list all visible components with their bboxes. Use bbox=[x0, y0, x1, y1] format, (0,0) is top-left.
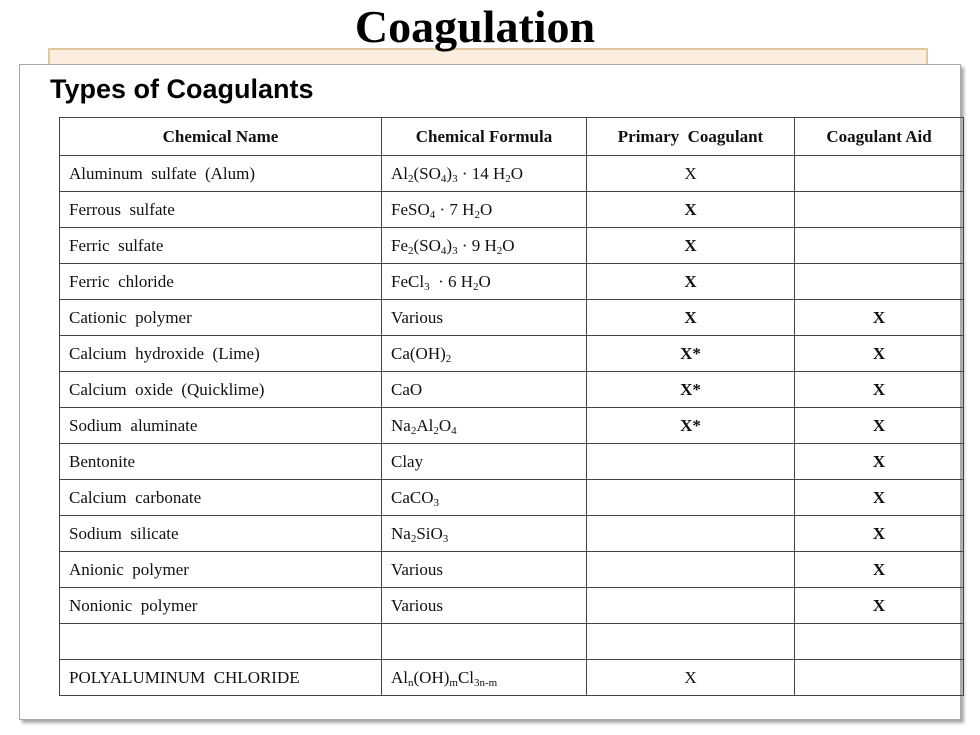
chemical-formula-cell: CaCO$_3$ bbox=[382, 480, 587, 516]
primary-coagulant-cell bbox=[587, 588, 795, 624]
table-row bbox=[60, 552, 964, 588]
coagulants-table bbox=[59, 117, 964, 696]
coagulant-aid-cell bbox=[795, 228, 964, 264]
chemical-formula-cell: FeSO$_4$ · 7 $H_2O$ bbox=[382, 192, 587, 228]
primary-coagulant-cell: X bbox=[587, 300, 795, 336]
primary-coagulant-cell: X bbox=[587, 156, 795, 192]
chemical-formula-cell: $Na_2Al_2O_4$ bbox=[382, 408, 587, 444]
header-chemical-formula: Chemical Formula bbox=[382, 118, 587, 156]
primary-coagulant-cell bbox=[587, 444, 795, 480]
page-title: Coagulation bbox=[354, 1, 596, 52]
primary-coagulant-cell: X bbox=[587, 264, 795, 300]
chemical-formula-cell: Various bbox=[382, 588, 587, 624]
chemical-formula-cell: $Al_2(SO_4)_3 \cdot 14$ $H_2O$ bbox=[382, 156, 587, 192]
coagulant-aid-cell bbox=[795, 264, 964, 300]
coagulant-aid-cell: X bbox=[795, 552, 964, 588]
chemical-name-cell: Calcium oxide (Quicklime) bbox=[60, 372, 382, 408]
primary-coagulant-cell: X* bbox=[587, 372, 795, 408]
chemical-formula-cell: $Al_n(OH)_mCl_{3n-m}$ bbox=[382, 660, 587, 696]
chemical-name-cell: Bentonite bbox=[60, 444, 382, 480]
chemical-name-cell: Ferric sulfate bbox=[60, 228, 382, 264]
table-row bbox=[60, 264, 964, 300]
coagulant-aid-cell: X bbox=[795, 336, 964, 372]
table-body bbox=[60, 156, 964, 696]
chemical-formula-cell: CaO bbox=[382, 372, 587, 408]
table-row bbox=[60, 480, 964, 516]
chemical-name-cell: Cationic polymer bbox=[60, 300, 382, 336]
table-row bbox=[60, 588, 964, 624]
chemical-formula-cell: $Ca(OH)_2$ bbox=[382, 336, 587, 372]
primary-coagulant-cell: X bbox=[587, 228, 795, 264]
chemical-name-cell: POLYALUMINUM CHLORIDE bbox=[60, 660, 382, 696]
table-row bbox=[60, 228, 964, 264]
coagulant-aid-cell bbox=[795, 192, 964, 228]
coagulant-aid-cell: X bbox=[795, 372, 964, 408]
chemical-name-cell: Calcium carbonate bbox=[60, 480, 382, 516]
chemical-name-cell: Ferrous sulfate bbox=[60, 192, 382, 228]
chemical-formula-cell: $Na_2SiO_3$ bbox=[382, 516, 587, 552]
chemical-name-cell: Aluminum sulfate (Alum) bbox=[60, 156, 382, 192]
table-row bbox=[60, 444, 964, 480]
primary-coagulant-cell: X* bbox=[587, 408, 795, 444]
table-row bbox=[60, 516, 964, 552]
chemical-formula-cell: FeCl$_3$ · 6 $H_2O$ bbox=[382, 264, 587, 300]
table-row bbox=[60, 336, 964, 372]
chemical-formula-cell bbox=[382, 624, 587, 660]
chemical-formula-cell: Various bbox=[382, 300, 587, 336]
primary-coagulant-cell bbox=[587, 480, 795, 516]
primary-coagulant-cell: X bbox=[587, 660, 795, 696]
chemical-name-cell: Sodium silicate bbox=[60, 516, 382, 552]
coagulant-aid-cell: X bbox=[795, 588, 964, 624]
table-header-row bbox=[60, 118, 964, 156]
header-primary-coagulant: Primary Coagulant bbox=[587, 118, 795, 156]
primary-coagulant-cell bbox=[587, 516, 795, 552]
table-row bbox=[60, 408, 964, 444]
table-row bbox=[60, 660, 964, 696]
chemical-name-cell: Anionic polymer bbox=[60, 552, 382, 588]
coagulant-aid-cell bbox=[795, 624, 964, 660]
chemical-name-cell: Ferric chloride bbox=[60, 264, 382, 300]
primary-coagulant-cell: X bbox=[587, 192, 795, 228]
chemical-formula-cell: Clay bbox=[382, 444, 587, 480]
header-coagulant-aid: Coagulant Aid bbox=[795, 118, 964, 156]
section-heading: Types of Coagulants bbox=[50, 74, 314, 104]
chemical-name-cell bbox=[60, 624, 382, 660]
primary-coagulant-cell: X* bbox=[587, 336, 795, 372]
chemical-name-cell: Nonionic polymer bbox=[60, 588, 382, 624]
table-row bbox=[60, 156, 964, 192]
coagulant-aid-cell bbox=[795, 156, 964, 192]
primary-coagulant-cell bbox=[587, 624, 795, 660]
header-chemical-name: Chemical Name bbox=[60, 118, 382, 156]
table-row bbox=[60, 192, 964, 228]
coagulant-aid-cell bbox=[795, 660, 964, 696]
coagulant-aid-cell: X bbox=[795, 408, 964, 444]
coagulant-aid-cell: X bbox=[795, 480, 964, 516]
table-row bbox=[60, 372, 964, 408]
chemical-formula-cell: $Fe_2(SO_4)_3 \cdot 9$ $H_2O$ bbox=[382, 228, 587, 264]
primary-coagulant-cell bbox=[587, 552, 795, 588]
table-row bbox=[60, 624, 964, 660]
coagulant-aid-cell: X bbox=[795, 300, 964, 336]
chemical-name-cell: Sodium aluminate bbox=[60, 408, 382, 444]
table-row bbox=[60, 300, 964, 336]
coagulant-aid-cell: X bbox=[795, 444, 964, 480]
coagulant-aid-cell: X bbox=[795, 516, 964, 552]
chemical-formula-cell: Various bbox=[382, 552, 587, 588]
chemical-name-cell: Calcium hydroxide (Lime) bbox=[60, 336, 382, 372]
